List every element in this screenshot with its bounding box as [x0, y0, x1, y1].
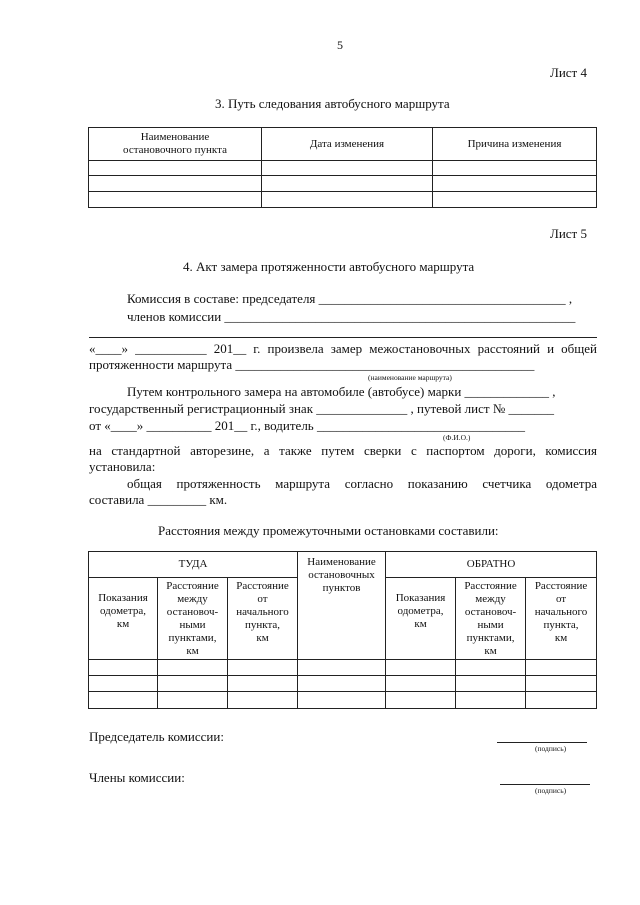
chairman-signature-line	[497, 742, 587, 743]
route-length-line: протяженности маршрута ______________________________________________	[89, 357, 535, 372]
route-name-note: (наименование маршрута)	[368, 373, 452, 382]
blank-line	[89, 337, 597, 338]
registration-line: государственный регистрационный знак ______________ , путевой лист № _______	[89, 401, 554, 416]
fio-note: (Ф.И.О.)	[443, 433, 471, 442]
chairman-signature-note: (подпись)	[535, 744, 567, 753]
measurement-date-line: «____» ___________ 201__ г. произвела замер межостановочных расстояний и общей	[89, 341, 597, 356]
table-row	[89, 176, 597, 192]
header-change-reason: Причина изменения	[433, 128, 597, 161]
header-odometer-there: Показания одометра, км	[89, 578, 158, 660]
header-between-back: Расстояние между остановоч- ными пунктами, км	[456, 578, 526, 660]
vehicle-brand-line: Путем контрольного замера на автомобиле (автобусе) марки _____________ ,	[127, 384, 556, 399]
chairman-label: Председатель комиссии:	[89, 729, 224, 744]
commission-members-line: членов комиссии ______________________________________________________	[127, 309, 576, 324]
sheet5-label: Лист 5	[550, 226, 587, 241]
header-from-start-there: Расстояние от начального пункта, км	[228, 578, 298, 660]
driver-line: от «____» __________ 201__ г., водитель ________________________________	[89, 418, 525, 433]
route-path-table	[88, 127, 597, 208]
sheet4-title: 3. Путь следования автобусного маршрута	[215, 96, 450, 111]
header-odometer-back: Показания одометра, км	[386, 578, 456, 660]
header-stop-name: Наименование остановочного пункта	[89, 128, 262, 161]
sheet4-label: Лист 4	[550, 65, 587, 80]
member-signature-note: (подпись)	[535, 786, 567, 795]
table-row	[89, 161, 597, 176]
distances-table	[88, 551, 597, 709]
odometer-line: общая протяженность маршрута согласно показанию счетчика одометра	[127, 476, 597, 491]
header-change-date: Дата изменения	[262, 128, 433, 161]
distances-title: Расстояния между промежуточными остановками составили:	[158, 523, 499, 538]
member-signature-line	[500, 784, 590, 785]
page-number: 5	[337, 38, 343, 52]
total-length-line: составила _________ км.	[89, 492, 228, 507]
group-there: ТУДА	[89, 552, 298, 578]
established-line: установила:	[89, 459, 156, 474]
table-row	[89, 676, 597, 692]
group-back: ОБРАТНО	[386, 552, 597, 578]
table-row	[89, 660, 597, 676]
header-from-start-back: Расстояние от начального пункта, км	[526, 578, 597, 660]
sheet5-title: 4. Акт замера протяженности автобусного маршрута	[183, 259, 475, 274]
header-between-there: Расстояние между остановоч- ными пунктами, км	[158, 578, 228, 660]
header-stop-names: Наименование остановочных пунктов	[298, 552, 386, 660]
table-row	[89, 192, 597, 208]
commission-chairman-line: Комиссия в составе: председателя ______________________________________ ,	[127, 291, 573, 306]
members-label: Члены комиссии:	[89, 770, 185, 785]
table-row	[89, 692, 597, 709]
tire-line: на стандартной авторезине, а также путем сверки с паспортом дороги, комиссия	[89, 443, 597, 458]
